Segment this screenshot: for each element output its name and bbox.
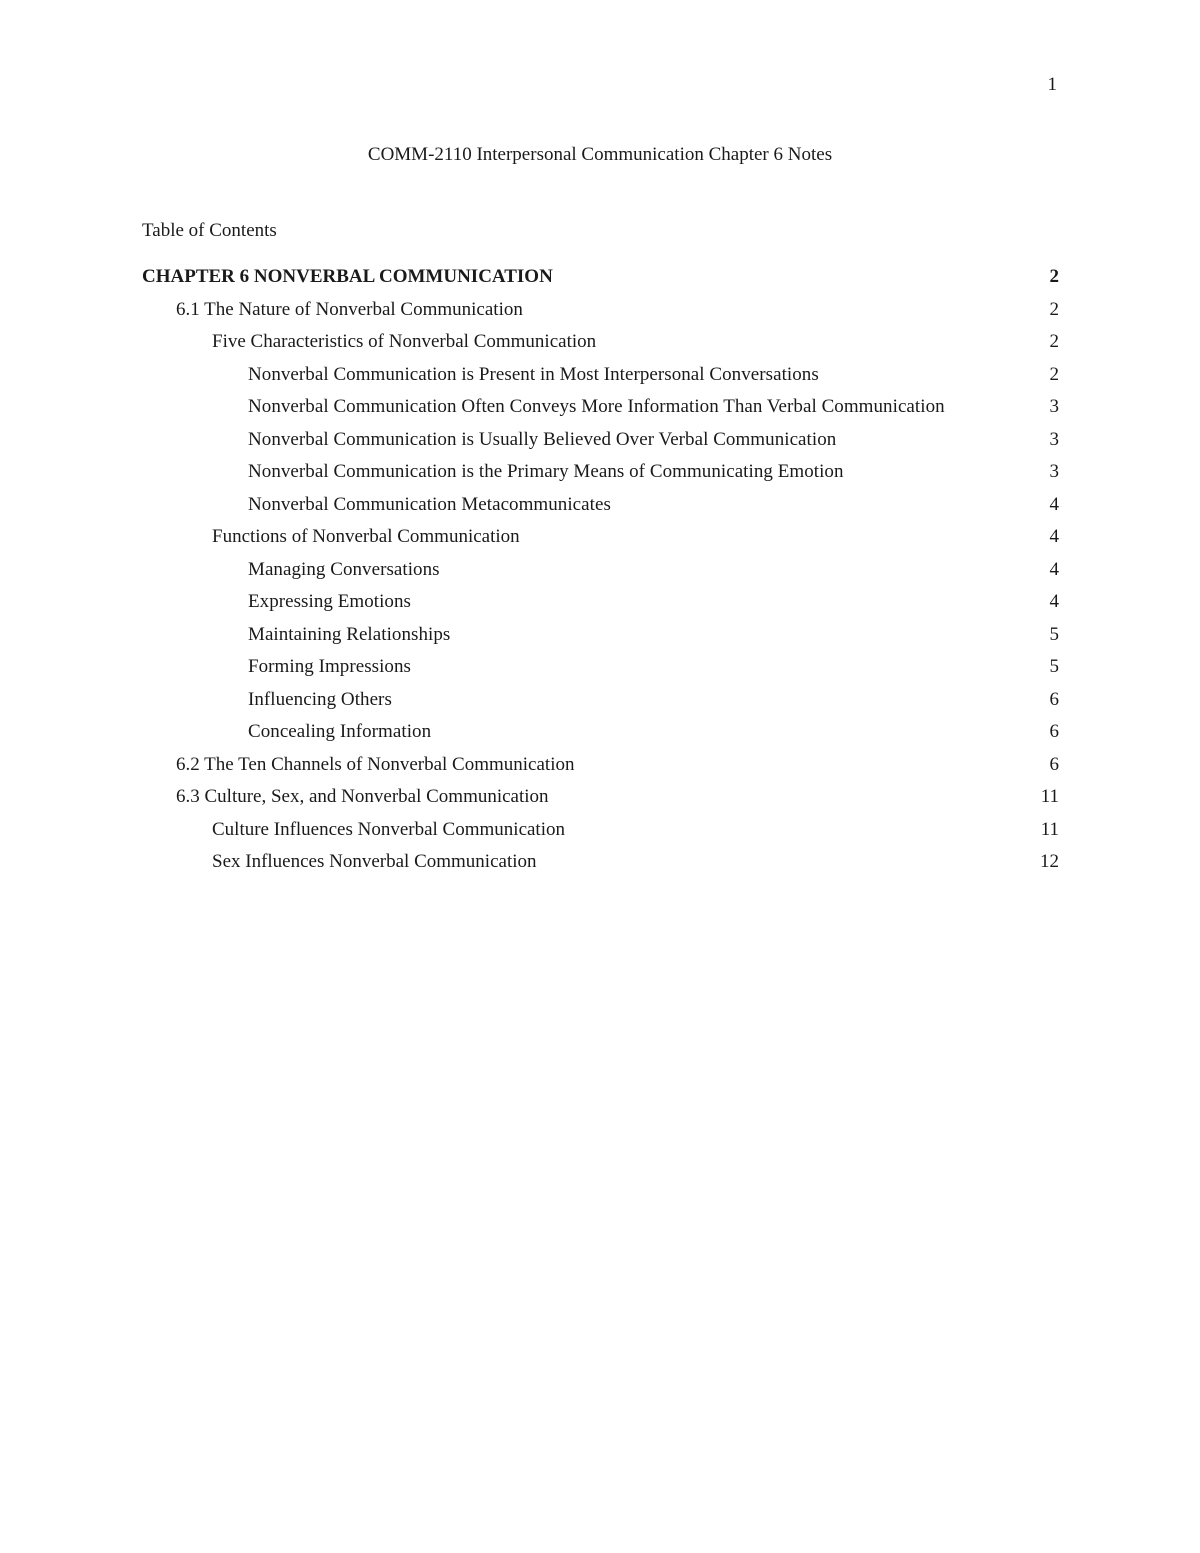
toc-entry-label: Nonverbal Communication Often Conveys More Information Than Verbal Communication (248, 396, 945, 417)
toc-entry-page: 5 (1049, 656, 1059, 677)
toc-entry-page: 11 (1040, 786, 1059, 807)
toc-entry-page: 3 (1049, 428, 1059, 450)
toc-entry-page: 4 (1049, 591, 1059, 612)
toc-entry[interactable] (142, 847, 1059, 880)
table-of-contents (142, 262, 1059, 880)
toc-entry-page: 2 (1049, 266, 1059, 287)
toc-entry-page: 6 (1049, 688, 1059, 710)
toc-entry[interactable] (142, 457, 1059, 490)
toc-entry-label: Forming Impressions (248, 656, 411, 677)
toc-entry-page: 4 (1049, 558, 1059, 580)
toc-entry-label: Concealing Information (248, 721, 432, 742)
toc-entry[interactable] (142, 490, 1059, 523)
toc-entry-label: 6.2 The Ten Channels of Nonverbal Communication (176, 753, 575, 775)
toc-entry-page: 2 (1049, 331, 1059, 352)
toc-entry[interactable] (142, 652, 1059, 685)
toc-entry-page: 4 (1049, 526, 1059, 547)
toc-entry-label: Sex Influences Nonverbal Communication (212, 851, 537, 872)
toc-entry-page: 6 (1049, 753, 1059, 775)
toc-entry[interactable] (142, 587, 1059, 620)
toc-entry-label: Influencing Others (248, 688, 392, 710)
toc-entry[interactable] (142, 620, 1059, 653)
toc-entry-label: Managing Conversations (248, 558, 440, 580)
toc-entry-page: 6 (1049, 721, 1059, 742)
toc-entry[interactable] (142, 555, 1059, 588)
toc-entry-label: 6.3 Culture, Sex, and Nonverbal Communication (176, 786, 549, 807)
toc-entry-page: 3 (1049, 461, 1059, 482)
toc-entry[interactable] (142, 685, 1059, 718)
toc-entry[interactable] (142, 262, 1059, 295)
toc-entry-label: 6.1 The Nature of Nonverbal Communication (176, 298, 523, 320)
toc-entry[interactable] (142, 327, 1059, 360)
toc-heading: Table of Contents (142, 220, 277, 241)
toc-entry-page: 2 (1049, 298, 1059, 320)
toc-entry-label: Culture Influences Nonverbal Communication (212, 818, 565, 840)
document-title: COMM-2110 Interpersonal Communication Chapter 6 Notes (367, 144, 833, 165)
toc-entry[interactable] (142, 815, 1059, 848)
toc-entry-label: Functions of Nonverbal Communication (212, 526, 520, 547)
toc-entry-label: CHAPTER 6 NONVERBAL COMMUNICATION (142, 266, 553, 287)
toc-entry-label: Nonverbal Communication is Usually Believed Over Verbal Communication (248, 428, 837, 450)
toc-entry-label: Nonverbal Communication is Present in Most Interpersonal Conversations (248, 363, 819, 385)
toc-entry-page: 4 (1049, 493, 1059, 515)
toc-entry-label: Maintaining Relationships (248, 623, 451, 645)
toc-entry-page: 5 (1049, 623, 1059, 645)
toc-entry-label: Expressing Emotions (248, 591, 411, 612)
toc-entry[interactable] (142, 425, 1059, 458)
toc-entry-page: 3 (1049, 396, 1059, 417)
toc-entry-label: Nonverbal Communication Metacommunicates (248, 493, 611, 515)
toc-entry-label: Five Characteristics of Nonverbal Communication (212, 331, 597, 352)
toc-entry[interactable] (142, 392, 1059, 425)
toc-entry[interactable] (142, 360, 1059, 393)
toc-entry[interactable] (142, 522, 1059, 555)
toc-entry-page: 2 (1049, 363, 1059, 385)
page-number: 1 (1047, 74, 1057, 95)
toc-entry[interactable] (142, 782, 1059, 815)
toc-entry[interactable] (142, 295, 1059, 328)
toc-entry-page: 11 (1040, 818, 1059, 840)
toc-entry[interactable] (142, 750, 1059, 783)
toc-entry-label: Nonverbal Communication is the Primary Means of Communicating Emotion (248, 461, 844, 482)
toc-entry-page: 12 (1040, 851, 1059, 872)
toc-entry[interactable] (142, 717, 1059, 750)
